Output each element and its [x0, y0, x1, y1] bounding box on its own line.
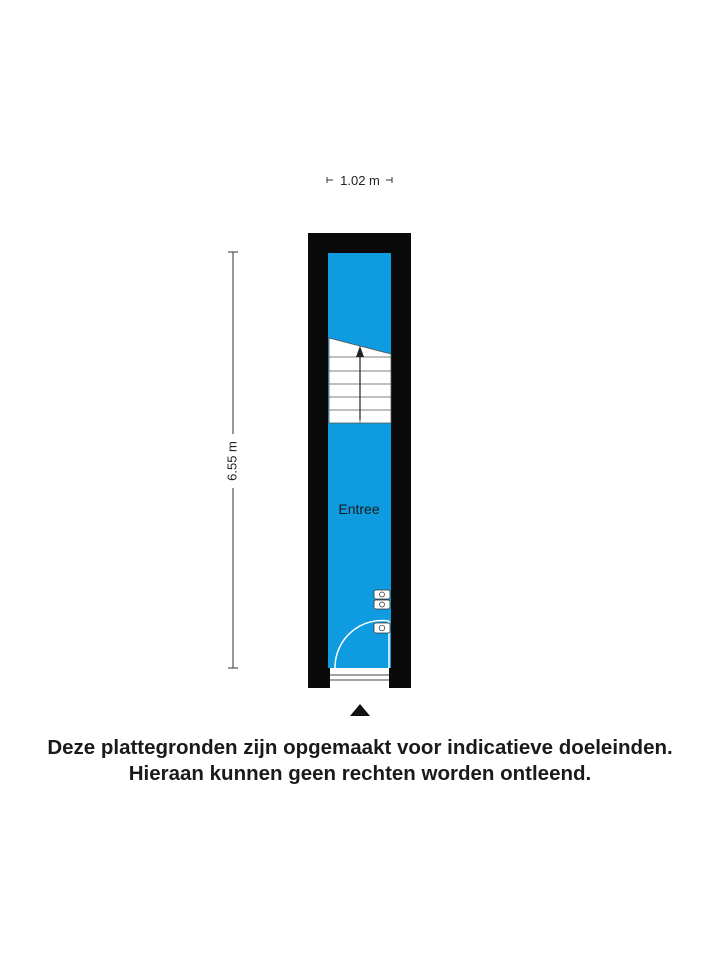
disclaimer-line-2: Hieraan kunnen geen rechten worden ontleend.	[128, 762, 592, 785]
door-opening	[330, 668, 389, 688]
room-label: Entree	[338, 501, 380, 517]
disclaimer	[0, 735, 720, 787]
width-dimension	[327, 173, 392, 188]
height-dimension-label: 6.55 m	[224, 441, 240, 481]
disclaimer-line-1: Deze plattegronden zijn opgemaakt voor indicatieve doeleinden.	[47, 736, 673, 759]
width-dimension-label: 1.02 m	[340, 173, 380, 188]
orientation-triangle-icon	[350, 704, 370, 716]
height-dimension	[224, 252, 239, 668]
